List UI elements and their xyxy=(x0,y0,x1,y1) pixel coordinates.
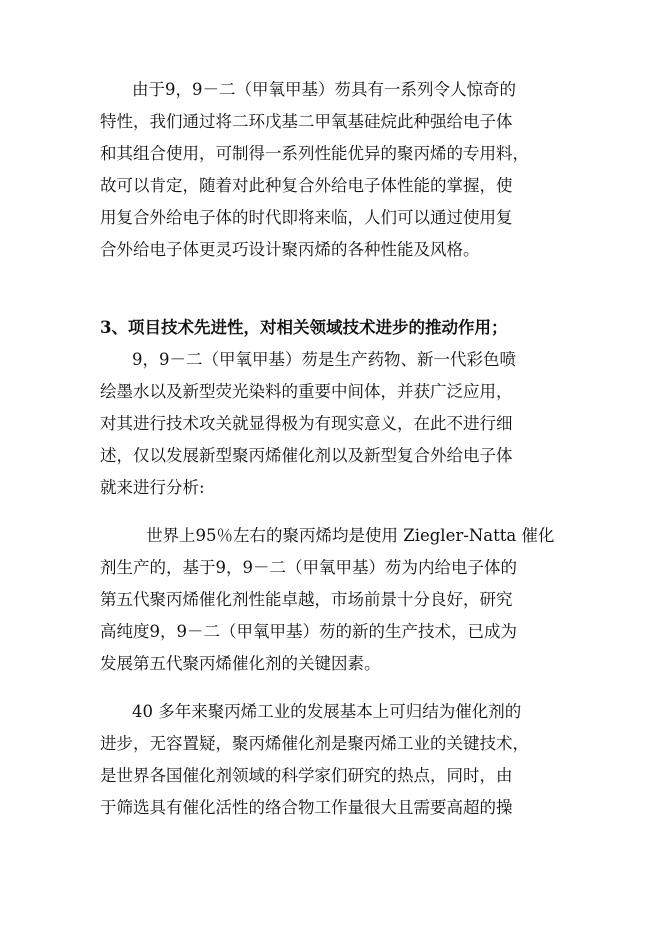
paragraph-b-line-5: 发展第五代聚丙烯催化剂的关键因素。 xyxy=(100,654,381,673)
paragraph1-line-4: 故可以肯定，随着对此种复合外给电子体性能的掌握，使 xyxy=(100,176,513,195)
paragraph-b-line-2: 剂生产的，基于9，9－二（甲氧甲基）芴为内给电子体的 xyxy=(100,558,517,577)
paragraph-a-line-2: 绘墨水以及新型荧光染料的重要中间体，并获广泛应用， xyxy=(100,382,513,401)
paragraph-b-line-1: 世界上95％左右的聚丙烯均是使用 Ziegler-Natta 催化 xyxy=(146,526,555,545)
paragraph-a-line-5: 就来进行分析: xyxy=(100,478,205,497)
paragraph-b-line-3: 第五代聚丙烯催化剂性能卓越，市场前景十分良好，研究 xyxy=(100,590,513,609)
paragraph-a-line-1: 9，9－二（甲氧甲基）芴是生产药物、新一代彩色喷 xyxy=(132,350,516,369)
paragraph-c-line-4: 于筛选具有催化活性的络合物工作量很大且需要高超的操 xyxy=(100,798,513,817)
paragraph1-line-5: 用复合外给电子体的时代即将来临，人们可以通过使用复 xyxy=(100,208,513,227)
section-heading: 3、项目技术先进性，对相关领域技术进步的推动作用； xyxy=(100,318,508,337)
paragraph1-line-3: 和其组合使用，可制得一系列性能优异的聚丙烯的专用料， xyxy=(100,144,529,163)
paragraph1-line-2: 特性，我们通过将二环戊基二甲氧基硅烷此种强给电子体 xyxy=(100,112,513,131)
paragraph-c-line-1: 40 多年来聚丙烯工业的发展基本上可归结为催化剂的 xyxy=(132,702,522,721)
paragraph-c-line-2: 进步，无容置疑，聚丙烯催化剂是聚丙烯工业的关键技术， xyxy=(100,734,529,753)
paragraph1-line-6: 合外给电子体更灵巧设计聚丙烯的各种性能及风格。 xyxy=(100,240,480,259)
paragraph-a-line-4: 述，仅以发展新型聚丙烯催化剂以及新型复合外给电子体 xyxy=(100,446,513,465)
paragraph-b-line-4: 高纯度9，9－二（甲氧甲基）芴的新的生产技术，已成为 xyxy=(100,622,517,641)
paragraph-a-line-3: 对其进行技术攻关就显得极为有现实意义，在此不进行细 xyxy=(100,414,513,433)
paragraph1-line-1: 由于9，9－二（甲氧甲基）芴具有一系列令人惊奇的 xyxy=(132,80,516,99)
paragraph-c-line-3: 是世界各国催化剂领域的科学家们研究的热点，同时，由 xyxy=(100,766,513,785)
